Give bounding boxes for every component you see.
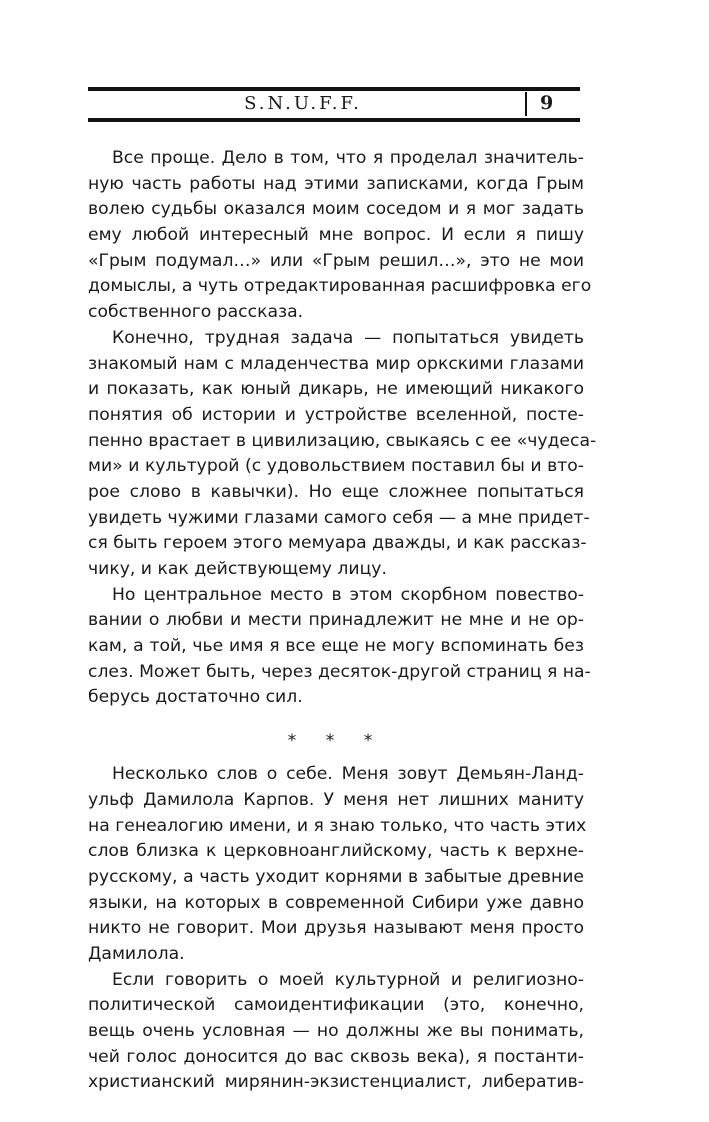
text-line: никто не говорит. Мои друзья называют меня просто [88,918,584,939]
header-rule-top [88,87,580,91]
text-line: слов близка к церковноанглийскому, часть к верхне- [88,841,584,862]
text-line: христианский мирянин-экзистенциалист, либератив- [88,1072,584,1093]
text-line: ную часть работы над этими записками, когда Грым [88,173,584,194]
text-line: русскому, а часть уходит корнями в забытые древние [88,866,584,887]
page-number: 9 [540,92,554,114]
paragraph [88,146,592,326]
text-section-2 [88,762,587,1096]
text-line: политической самоидентификации (это, конечно, [88,995,584,1016]
page-body [88,146,597,1096]
text-line: и показать, как юный дикарь, не имеющий никакого [88,379,584,400]
text-line: Если говорить о моей культурной и религиозно- [112,969,584,990]
text-line: знакомый нам с младенчества мир оркскими глазами [88,353,584,374]
text-line: вании о любви и мести принадлежит не мне и не ор- [88,610,584,631]
text-line: рое слово в кавычки). Но еще сложнее попытаться [88,481,584,502]
text-line: чику, и как действующему лицу. [88,559,387,579]
running-title: S.N.U.F.F. [244,93,362,114]
paragraph [88,968,584,1096]
text-line: Все проще. Дело в том, что я проделал значитель- [112,148,584,168]
text-section-1 [88,146,597,711]
text-line: ему любой интересный мне вопрос. И если я пишу [88,225,584,246]
paragraph [88,326,597,583]
text-line: кам, а той, чье имя я все еще не могу вспоминать без [88,636,584,657]
text-line: понятия об истории и устройстве вселенной, посте- [88,404,584,425]
header-rule-bottom [88,118,580,122]
text-line: волею судьбы оказался моим соседом и я мог задать [88,199,584,220]
text-line: слез. Может быть, через десяток-другой страниц я на- [88,661,591,682]
text-line: берусь достаточно сил. [88,687,303,708]
text-line: Конечно, трудная задача — попытаться увидеть [112,327,584,348]
text-line: пенно врастает в цивилизацию, свыкаясь с ее «чудеса- [88,430,597,451]
text-line: вещь очень условная — но должны же вы понимать, [88,1021,584,1041]
section-separator: * * * [287,731,385,752]
paragraph [88,762,587,968]
text-line: чей голос доносится до вас сквозь века), я постанти- [88,1046,584,1067]
text-line: домыслы, а чуть отредактированная расшифровка его [88,276,592,297]
text-line: ульф Дамилола Карпов. У меня нет лишних маниту [88,789,584,810]
text-line: «Грым подумал…» или «Грым решил…», это не мои [88,250,584,271]
header-divider [525,92,527,116]
text-line: Несколько слов о себе. Меня зовут Демьян-Ланд- [112,764,584,785]
text-line: ми» и культурой (с удовольствием поставил бы и вто- [88,456,584,477]
text-line: на генеалогию имени, и я знаю только, что часть этих [88,815,587,836]
text-line: Дамилола. [88,943,185,964]
text-line: увидеть чужими глазами самого себя — а мне придет- [88,507,590,528]
text-line: Но центральное место в этом скорбном повество- [112,584,584,605]
text-line: языки, на которых в современной Сибири уже давно [88,892,584,913]
text-line: собственного рассказа. [88,302,304,323]
paragraph [88,583,591,711]
text-line: ся быть героем этого мемуара дважды, и как рассказ- [88,533,587,554]
